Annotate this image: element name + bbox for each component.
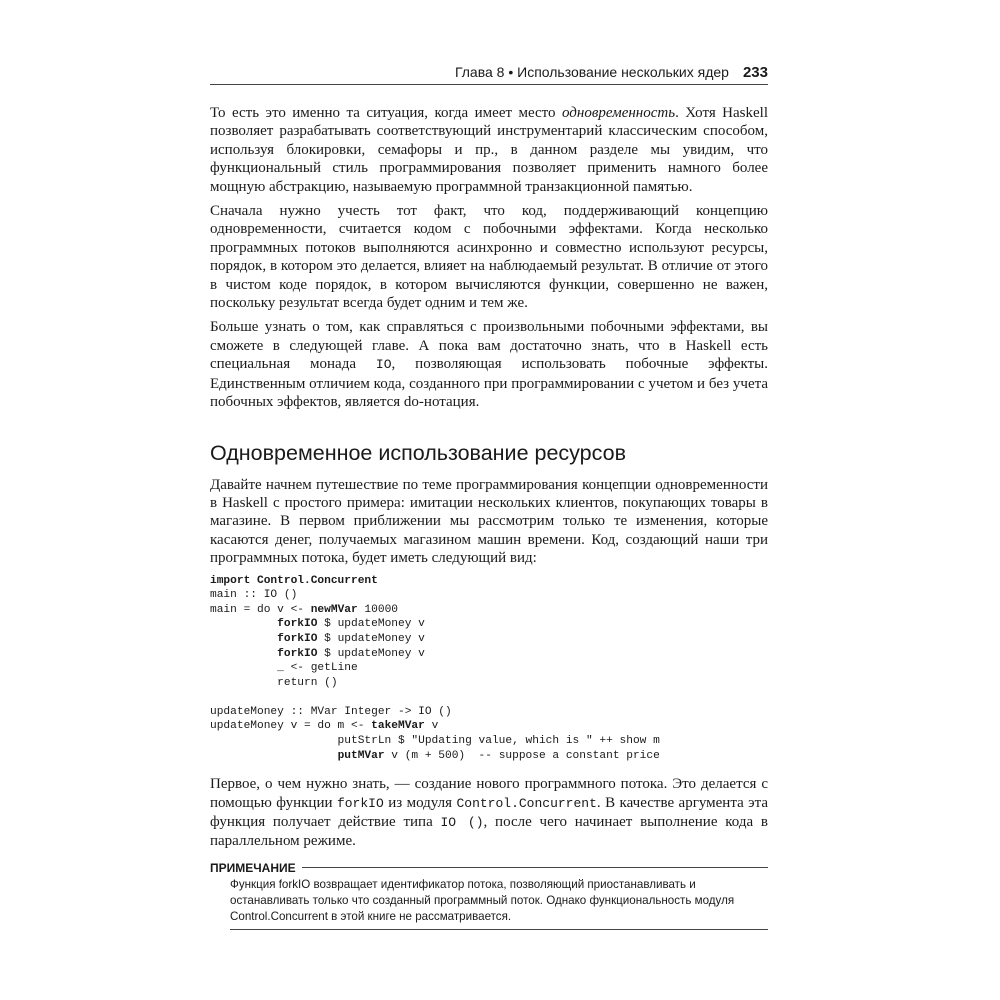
code-line-11: [210, 719, 768, 734]
code-line-10: updateMoney :: MVar Integer -> IO (): [210, 705, 452, 718]
code-listing: [210, 574, 768, 764]
code-text: updateMoney v = do m <-: [210, 720, 372, 733]
code-indent: [210, 633, 277, 645]
code-text: 10000: [357, 603, 399, 616]
p4-text-b: из модуля: [383, 794, 457, 811]
p3-code: IO: [375, 357, 392, 373]
p4-text-a: Первое, о чем нужно знать, — создание нового программного потока. Это делается с помощью функции: [210, 776, 768, 811]
code-keyword: forkIO: [277, 632, 318, 645]
code-line-8: return (): [210, 676, 338, 689]
note-box: [210, 861, 768, 930]
code-line-6: [210, 647, 768, 662]
p4-text-d: , после чего начинает выполнение кода в параллельном режиме.: [210, 814, 768, 850]
p1-emphasis: одновременность: [562, 105, 676, 121]
note-rule: [302, 867, 768, 868]
code-line-blank: [210, 690, 768, 705]
note-header: [210, 861, 768, 875]
code-keyword: forkIO: [277, 647, 318, 660]
code-line-1: [210, 574, 768, 589]
section-heading: Одновременное использование ресурсов: [210, 440, 626, 465]
code-text: $ updateMoney v: [317, 618, 425, 631]
p4-text-c: . В качестве аргумента эта функция получает действие типа: [210, 794, 768, 831]
running-header: [210, 60, 768, 85]
code-line-3: [210, 603, 768, 618]
code-text: v: [424, 720, 439, 733]
paragraph-4: [210, 775, 768, 851]
code-keyword: newMVar: [310, 603, 358, 616]
code-keyword: import Control.Concurrent: [210, 574, 378, 587]
p4-code-module: Control.Concurrent: [456, 795, 597, 811]
p1-text-a: То есть это именно та ситуация, когда имеет место: [210, 105, 562, 121]
section-paragraph: Давайте начнем путешествие по теме программирования концепции одновременности в Haskell с простого примера: имитации нескольких клиентов, покупающих товары в магазине. В первом приближении мы рассмотрим только те изменения, которые касаются денег, получаемых магазином машин времени. Код, создающий наши три программных потока, будет иметь следующий вид:: [210, 476, 768, 567]
code-line-4: [210, 617, 768, 632]
paragraph-3: [210, 318, 768, 411]
paragraph-1: [210, 104, 768, 196]
code-line-12: putStrLn $ "Updating value, which is " ++ show m: [210, 735, 660, 748]
code-line-5: [210, 632, 768, 647]
paragraph-2: Сначала нужно учесть тот факт, что код, поддерживающий концепцию одновременности, считается кодом с побочными эффектами. Когда несколько программных потоков выполняются асинхронно и совместно используют ресурсы, порядок, в котором это делается, влияет на наблюдаемый результат. В отличие от этого в чистом коде порядок, в котором вычисляются функции, совершенно не важен, поскольку результат всегда будет одним и тем же.: [210, 203, 768, 312]
code-text: $ updateMoney v: [317, 647, 425, 660]
note-bottom-rule: [230, 929, 768, 930]
p1-text-b: . Хотя Haskell позволяет разрабатывать соответствующий инструментарий классическим способом, используя блокировки, семафоры и пр., в данном разделе мы увидим, что функциональный стиль программирования позволяет применить намного более мощную абстракцию, называемую программной транзакционной памятью.: [210, 105, 768, 195]
code-line-2: main :: IO (): [210, 589, 298, 602]
code-keyword: forkIO: [277, 618, 318, 631]
code-line-7: _ <- getLine: [210, 662, 358, 675]
code-indent: [210, 648, 277, 660]
page-body: [210, 104, 768, 930]
code-indent: [210, 618, 277, 630]
code-indent: [210, 750, 338, 762]
p3-text-a: Больше узнать о том, как справляться с произвольными побочными эффектами, вы сможете в следующей главе. А пока вам достаточно знать, что в Haskell есть специальная монада: [210, 319, 768, 373]
p3-text-b: , позволяющая использовать побочные эффекты. Единственным отличием кода, созданного при программировании с учетом и без учета побочных эффектов, является do-нотация.: [210, 356, 768, 411]
code-keyword: takeMVar: [371, 720, 425, 733]
code-text: main = do v <-: [210, 603, 311, 616]
p4-code-type: IO (): [440, 815, 484, 831]
code-text: $ updateMoney v: [317, 632, 425, 645]
note-text: Функция forkIO возвращает идентификатор потока, позволяющий приостанавливать и останавливать только что созданный программный поток. Однако функциональность модуля Control.Concurrent в этой книге не рассматривается.: [230, 877, 735, 923]
code-line-13: [210, 749, 768, 764]
code-text: v (m + 500) -- suppose a constant price: [384, 749, 660, 762]
code-keyword: putMVar: [337, 749, 385, 762]
chapter-title: Глава 8 • Использование нескольких ядер: [454, 64, 729, 80]
page-number: 233: [742, 63, 768, 81]
p4-code-forkio: forkIO: [336, 795, 384, 811]
note-label: ПРИМЕЧАНИЕ: [210, 860, 296, 875]
